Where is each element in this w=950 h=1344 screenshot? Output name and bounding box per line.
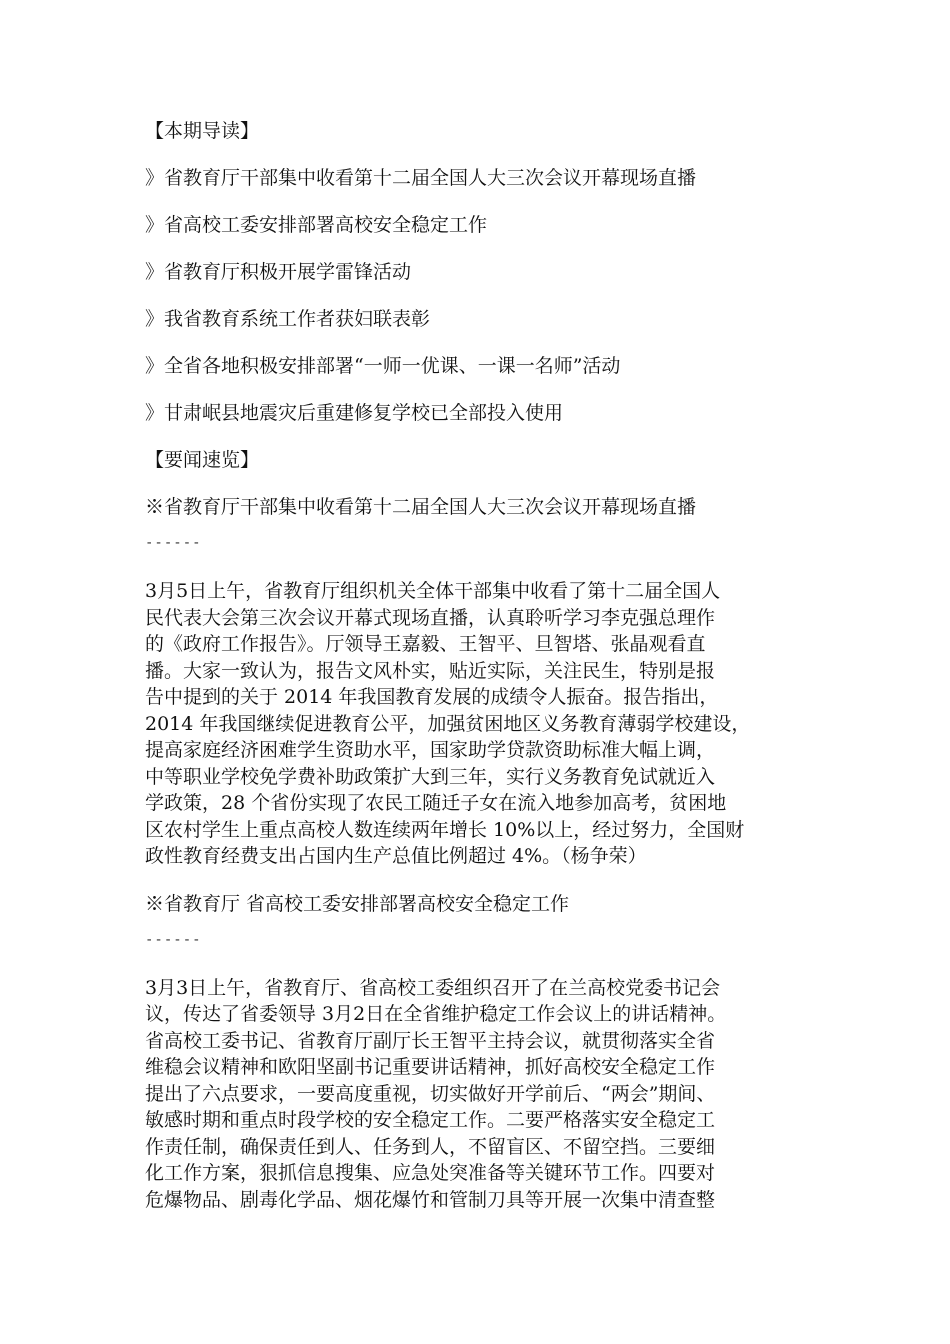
article-line: 省高校工委书记、省教育厅副厅长王智平主持会议，就贯彻落实全省 <box>145 1029 716 1052</box>
document-page <box>145 118 825 1234</box>
article-line: 3月5日上午，省教育厅组织机关全体干部集中收看了第十二届全国人 <box>145 580 721 602</box>
guide-heading: 【本期导读】 <box>145 120 260 142</box>
article-line: 中等职业学校免学费补助政策扩大到三年，实行义务教育免试就近入 <box>145 765 716 788</box>
news-heading: 【要闻速览】 <box>145 449 260 471</box>
guide-item: 》省教育厅积极开展学雷锋活动 <box>145 261 412 283</box>
guide-item: 》省教育厅干部集中收看第十二届全国人大三次会议开幕现场直播 <box>145 167 697 189</box>
divider: ------ <box>145 931 202 948</box>
article-line: 的《政府工作报告》。厅领导王嘉毅、王智平、旦智塔、张晶观看直 <box>145 633 706 655</box>
article-line: 提出了六点要求，一要高度重视，切实做好开学前后、“两会”期间、 <box>145 1082 716 1105</box>
article-title: ※省教育厅 省高校工委安排部署高校安全稳定工作 <box>145 892 570 915</box>
article-body <box>145 578 825 870</box>
guide-item: 》省高校工委安排部署高校安全稳定工作 <box>145 214 488 236</box>
article-line: 2014 年我国继续促进教育公平，加强贫困地区义务教育薄弱学校建设， <box>145 712 751 735</box>
article-line: 播。大家一致认为，报告文风朴实，贴近实际，关注民生，特别是报 <box>145 659 716 682</box>
article-line: 敏感时期和重点时段学校的安全稳定工作。二要严格落实安全稳定工 <box>145 1109 716 1131</box>
guide-item: 》我省教育系统工作者获妇联表彰 <box>145 308 431 330</box>
article-line: 议，传达了省委领导 3月2日在全省维护稳定工作会议上的讲话精神。 <box>145 1003 727 1025</box>
article-line: 3月3日上午，省教育厅、省高校工委组织召开了在兰高校党委书记会 <box>145 976 721 999</box>
guide-item: 》全省各地积极安排部署“一师一优课、一课一名师”活动 <box>145 355 621 377</box>
article-line: 作责任制，确保责任到人、任务到人，不留盲区、不留空挡。三要细 <box>145 1135 716 1158</box>
article-line: 告中提到的关于 2014 年我国教育发展的成绩令人振奋。报告指出， <box>145 686 719 708</box>
article-line: 区农村学生上重点高校人数连续两年增长 10%以上，经过努力，全国财 <box>145 818 745 841</box>
article-line: 学政策，28 个省份实现了农民工随迁子女在流入地参加高考，贫困地 <box>145 792 727 814</box>
article-line: 维稳会议精神和欧阳坚副书记重要讲话精神，抓好高校安全稳定工作 <box>145 1056 716 1078</box>
guide-item: 》甘肃岷县地震灾后重建修复学校已全部投入使用 <box>145 402 564 424</box>
divider: ------ <box>145 535 202 551</box>
article-line: 危爆物品、剧毒化学品、烟花爆竹和管制刀具等开展一次集中清查整 <box>145 1188 716 1211</box>
article-line: 提高家庭经济困难学生资助水平，国家助学贷款资助标准大幅上调， <box>145 739 716 761</box>
article-line: 民代表大会第三次会议开幕式现场直播，认真聆听学习李克强总理作 <box>145 606 716 629</box>
article-title: ※省教育厅干部集中收看第十二届全国人大三次会议开幕现场直播 <box>145 496 697 518</box>
article-line: 化工作方案，狠抓信息搜集、应急处突准备等关键环节工作。四要对 <box>145 1162 716 1184</box>
article-line: 政性教育经费支出占国内生产总值比例超过 4%。（杨争荣） <box>145 845 647 867</box>
article-body <box>145 975 825 1214</box>
